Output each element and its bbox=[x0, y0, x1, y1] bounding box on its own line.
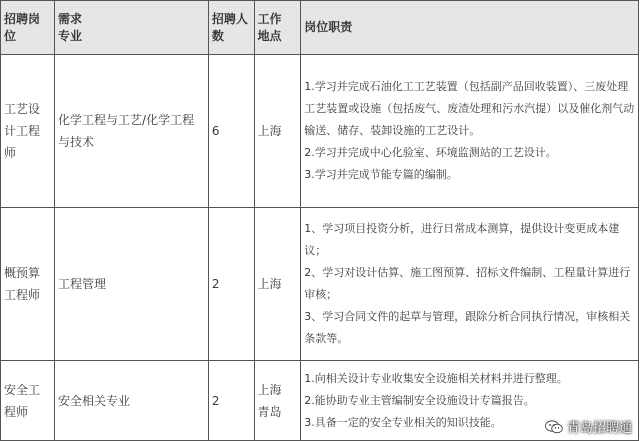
location-line: 上海 bbox=[257, 382, 282, 397]
table-header-row bbox=[1, 1, 639, 55]
header-location-line1: 工作 bbox=[257, 11, 282, 26]
cell-location bbox=[254, 208, 301, 361]
cell-location bbox=[254, 55, 301, 208]
cell-count: 2 bbox=[208, 208, 254, 361]
duty-item: 2.学习并完成中心化验室、环境监测站的工艺设计。 bbox=[304, 146, 557, 159]
duty-item: 2.能协助专业主管编制安全设施设计专篇报告。 bbox=[304, 393, 535, 407]
watermark-text: 青岛招聘通 bbox=[566, 421, 632, 436]
duty-item: 3、学习合同文件的起草与管理，跟除分析合同执行情况，审核相关条款等。 bbox=[304, 310, 631, 345]
cell-position: 工艺设计工程师 bbox=[1, 55, 55, 208]
header-major bbox=[55, 1, 209, 55]
cell-duties bbox=[301, 55, 639, 208]
header-duties bbox=[301, 1, 639, 55]
cell-position: 概预算工程师 bbox=[1, 208, 55, 361]
header-count bbox=[208, 1, 254, 55]
header-count-line2: 数 bbox=[211, 28, 224, 43]
duty-item: 1、学习项目投资分析，进行日常成本测算，提供设计变更成本建议； bbox=[304, 222, 620, 257]
cell-duties bbox=[301, 208, 639, 361]
location-line: 上海 bbox=[257, 277, 282, 291]
location-line: 青岛 bbox=[257, 404, 282, 419]
header-major-line2: 专业 bbox=[58, 28, 83, 43]
header-major-line1: 需求 bbox=[58, 11, 83, 26]
duty-item: 3.具备一定的安全专业相关的知识技能。 bbox=[304, 415, 502, 429]
table-row bbox=[1, 208, 639, 361]
header-position-label: 招聘岗位 bbox=[4, 11, 41, 43]
duty-item: 1.学习并完成石油化工工艺装置（包括副产品回收装置）、三废处理工艺装置或设施（包括废气、废渣处理和污水汽提）以及催化剂气动输送、储存、装卸设施的工艺设计。 bbox=[304, 80, 635, 137]
cell-major: 安全相关专业 bbox=[55, 361, 209, 441]
cell-count: 2 bbox=[208, 361, 254, 441]
header-duties-label: 岗位职责 bbox=[304, 20, 353, 34]
location-line: 上海 bbox=[257, 124, 282, 138]
header-location-line2: 地点 bbox=[257, 28, 282, 43]
watermark bbox=[545, 417, 632, 436]
cell-location bbox=[254, 361, 301, 441]
cell-major: 化学工程与工艺/化学工程与技术 bbox=[55, 55, 209, 208]
table-row bbox=[1, 55, 639, 208]
header-location bbox=[254, 1, 301, 55]
header-position bbox=[1, 1, 55, 55]
duty-item: 2、学习对设计估算、施工图预算、招标文件编制、工程量计算进行审核； bbox=[304, 266, 631, 301]
duty-item: 3.学习并完成节能专篇的编制。 bbox=[304, 168, 458, 181]
wechat-icon bbox=[545, 420, 563, 434]
header-count-line1: 招聘人 bbox=[211, 11, 248, 26]
cell-position: 安全工程师 bbox=[1, 361, 55, 441]
cell-major: 工程管理 bbox=[55, 208, 209, 361]
cell-count: 6 bbox=[208, 55, 254, 208]
duty-item: 1.向相关设计专业收集安全设施相关材料并进行整理。 bbox=[304, 371, 568, 385]
table-row bbox=[1, 361, 639, 441]
